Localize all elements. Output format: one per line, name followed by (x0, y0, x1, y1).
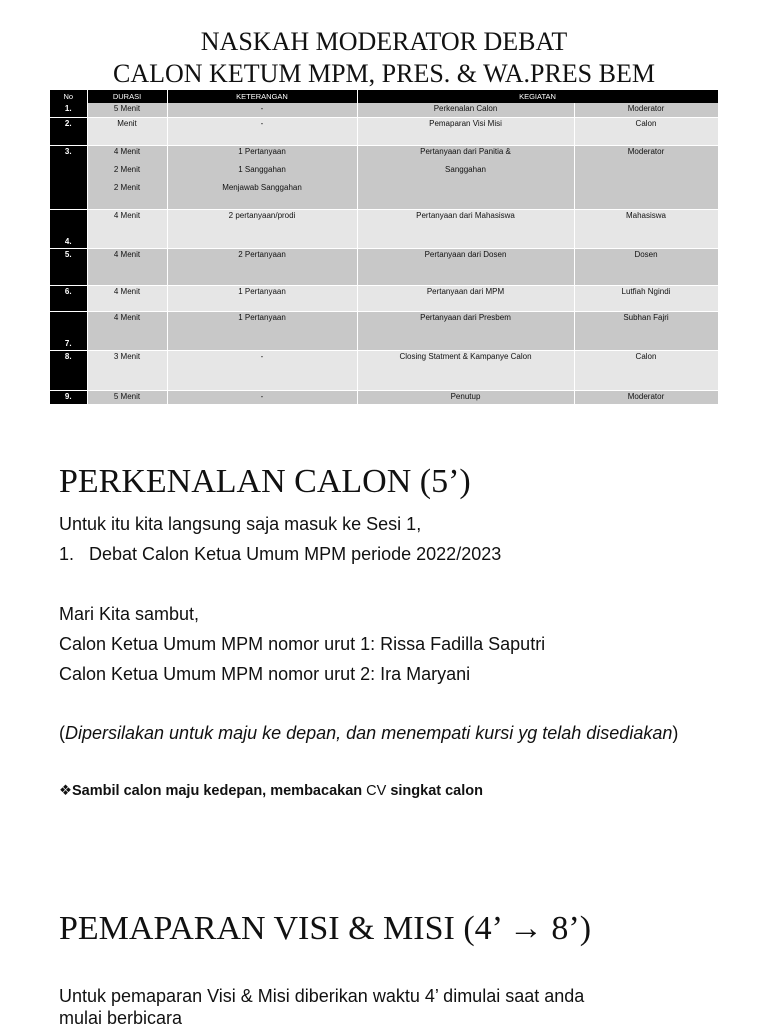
moderator-note (59, 783, 483, 799)
column-header-durasi: DURASI (87, 90, 167, 103)
table-row (50, 117, 718, 145)
kegiatan-cell: Perkenalan Calon (357, 103, 574, 117)
document-title-line-2: CALON KETUM MPM, PRES. & WA.PRES BEM (112, 59, 655, 88)
kegiatan-cell: Pemaparan Visi Misi (357, 117, 574, 145)
keterangan-line: Menjawab Sanggahan (222, 182, 302, 192)
pelaksana-cell: Moderator (574, 145, 718, 209)
candidate-2-text: Calon Ketua Umum MPM nomor urut 2: Ira Maryani (59, 664, 471, 684)
durasi-line: 2 Menit (113, 164, 141, 174)
table-row (50, 350, 718, 390)
durasi-cell: 4 Menit (87, 209, 167, 248)
section-heading-visi-misi: PEMAPARAN VISI & MISI (4’ → 8’) (59, 910, 592, 947)
keterangan-cell: - (167, 350, 357, 390)
section-heading-perkenalan: PERKENALAN CALON (5’) (59, 463, 471, 500)
kegiatan-line: Sanggahan (445, 164, 486, 174)
welcome-text: Mari Kita sambut, (59, 604, 200, 624)
pelaksana-cell: Dosen (574, 248, 718, 285)
kegiatan-line: Pertanyaan dari Panitia & (420, 146, 511, 156)
durasi-cell: 4 Menit (87, 285, 167, 311)
note-cv-text: CV (362, 783, 391, 799)
column-header-kegiatan: KEGIATAN (357, 90, 718, 103)
durasi-cell: 4 Menit (87, 311, 167, 350)
table-row (50, 285, 718, 311)
document-title-line-1: NASKAH MODERATOR DEBAT (200, 27, 568, 56)
note-bold-text: Sambil calon maju kedepan, membacakan (72, 783, 363, 799)
row-number: 5. (50, 248, 87, 285)
row-number: 2. (50, 117, 87, 145)
candidate-1-text: Calon Ketua Umum MPM nomor urut 1: Rissa Fadilla Saputri (59, 634, 546, 654)
item-number: 1. (59, 544, 75, 564)
durasi-cell: Menit (87, 117, 167, 145)
keterangan-cell: - (167, 117, 357, 145)
pelaksana-cell: Calon (574, 117, 718, 145)
kegiatan-cell: Closing Statment & Kampanye Calon (357, 350, 574, 390)
paren-open: ( (59, 723, 65, 743)
schedule-table (50, 90, 719, 405)
paren-close: ) (672, 723, 679, 743)
pelaksana-cell: Lutfiah Ngindi (574, 285, 718, 311)
numbered-item (59, 544, 501, 565)
keterangan-cell: - (167, 390, 357, 404)
row-number: 6. (50, 285, 87, 311)
row-number: 3. (50, 145, 87, 209)
intro-text: Untuk itu kita langsung saja masuk ke Sesi 1, (59, 514, 422, 534)
column-header-no: No (50, 90, 87, 103)
kegiatan-cell: Pertanyaan dari MPM (357, 285, 574, 311)
durasi-cell: 5 Menit (87, 103, 167, 117)
schedule-header-row (50, 90, 718, 103)
diamond-bullet-icon: ❖ (59, 783, 72, 799)
kegiatan-cell: Penutup (357, 390, 574, 404)
row-number: 8. (50, 350, 87, 390)
pelaksana-cell: Subhan Fajri (574, 311, 718, 350)
durasi-line: 2 Menit (113, 182, 141, 192)
kegiatan-cell: Pertanyaan dari Mahasiswa (357, 209, 574, 248)
keterangan-line: 1 Sanggahan (238, 164, 286, 174)
durasi-line: 4 Menit (113, 146, 141, 156)
durasi-cell: 3 Menit (87, 350, 167, 390)
keterangan-cell: 1 Pertanyaan (167, 285, 357, 311)
instruction-text: Dipersilakan untuk maju ke depan, dan menempati kursi yg telah disediakan (65, 723, 673, 743)
column-header-keterangan: KETERANGAN (167, 90, 357, 103)
keterangan-cell: 1 Pertanyaan (167, 311, 357, 350)
kegiatan-cell: Pertanyaan dari Presbem (357, 311, 574, 350)
keterangan-cell: 2 pertanyaan/prodi (167, 209, 357, 248)
keterangan-cell: 2 Pertanyaan (167, 248, 357, 285)
keterangan-line: 1 Pertanyaan (238, 146, 286, 156)
row-number: 1. (50, 103, 87, 117)
visi-misi-line-1: Untuk pemaparan Visi & Misi diberikan waktu 4’ dimulai saat anda (59, 986, 585, 1006)
durasi-cell: 5 Menit (87, 390, 167, 404)
keterangan-cell: - (167, 103, 357, 117)
keterangan-cell (167, 145, 357, 209)
stage-instruction (59, 723, 678, 744)
table-row (50, 145, 718, 209)
table-row (50, 311, 718, 350)
visi-misi-line-2: mulai berbicara (59, 1008, 183, 1028)
row-number: 4. (50, 209, 87, 248)
row-number: 9. (50, 390, 87, 404)
pelaksana-cell: Moderator (574, 103, 718, 117)
durasi-cell (87, 145, 167, 209)
item-text: Debat Calon Ketua Umum MPM periode 2022/2023 (89, 544, 502, 564)
table-row (50, 248, 718, 285)
table-row (50, 103, 718, 117)
pelaksana-cell: Calon (574, 350, 718, 390)
durasi-cell: 4 Menit (87, 248, 167, 285)
row-number: 7. (50, 311, 87, 350)
kegiatan-cell: Pertanyaan dari Dosen (357, 248, 574, 285)
table-row (50, 390, 718, 404)
pelaksana-cell: Moderator (574, 390, 718, 404)
pelaksana-cell: Mahasiswa (574, 209, 718, 248)
note-tail-text: singkat calon (390, 783, 483, 799)
kegiatan-cell (357, 145, 574, 209)
table-row (50, 209, 718, 248)
